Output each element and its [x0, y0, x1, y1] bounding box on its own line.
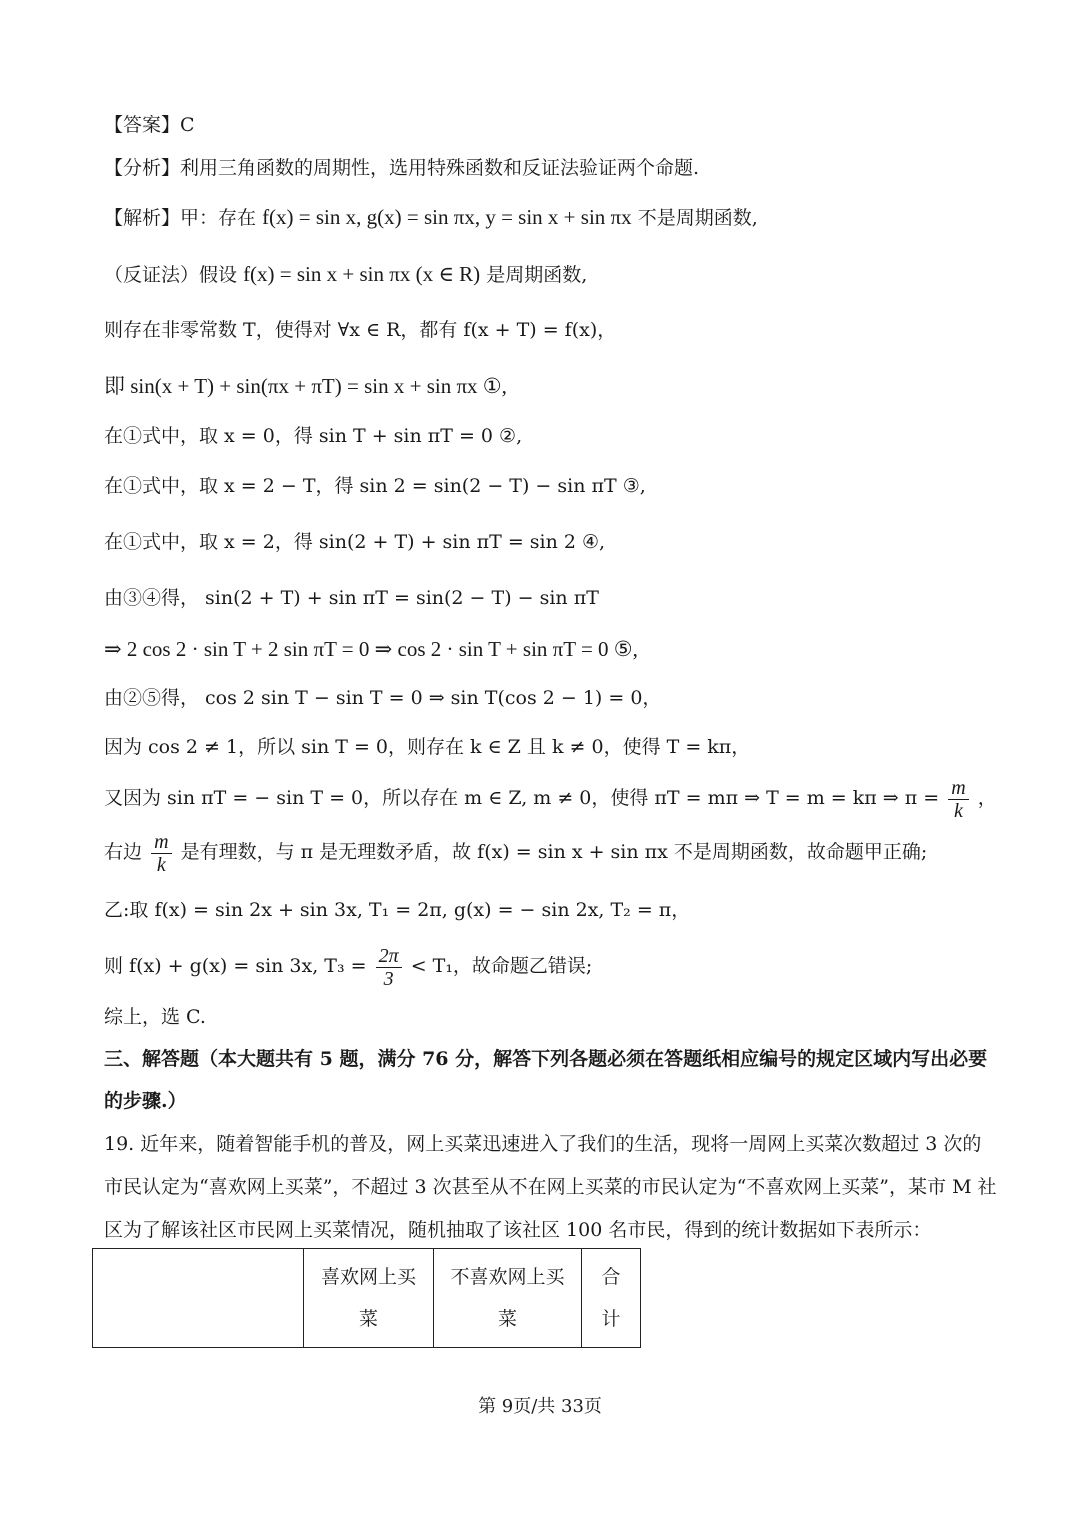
table-header-like — [304, 1249, 434, 1348]
page-footer: 第 9页/共 33页 — [478, 1396, 602, 1417]
question-19-line-2: 市民认定为“喜欢网上买菜”，不超过 3 次甚至从不在网上买菜的市民认定为“不喜欢网上买菜”，某市 M 社 — [104, 1176, 997, 1198]
section-heading-cont: 的步骤.） — [104, 1090, 187, 1112]
math-expression: f(x) = sin x, g(x) = sin πx, y = sin x + sin πx — [262, 205, 632, 229]
fraction-denominator: k — [156, 853, 166, 876]
header-text: 不喜欢网上买 — [450, 1266, 565, 1288]
solution-line-13 — [104, 830, 1000, 876]
solution-line-2 — [104, 262, 1000, 287]
table-header-total — [582, 1249, 641, 1348]
solution-line-16: 综上，选 C. — [104, 1006, 206, 1028]
solution-line-14: 乙:取 f(x) = sin 2x + sin 3x, T₁ = 2π, g(x) = − sin 2x, T₂ = π， — [104, 899, 691, 921]
section-heading: 三、解答题（本大题共有 5 题，满分 76 分，解答下列各题必须在答题纸相应编号的规定区域内写出必要 — [104, 1048, 988, 1070]
solution-line-5: 在①式中，取 x = 0，得 sin T + sin πT = 0 ②, — [104, 425, 523, 447]
solution-line-6: 在①式中，取 x = 2 − T，得 sin 2 = sin(2 − T) − sin πT ③, — [104, 475, 646, 497]
fraction-denominator: k — [954, 799, 963, 822]
solution-line-7: 在①式中，取 x = 2，得 sin(2 + T) + sin πT = sin 2 ④, — [104, 531, 606, 553]
question-19-line-3: 区为了解该社区市民网上买菜情况，随机抽取了该社区 100 名市民，得到的统计数据如下表所示： — [104, 1219, 932, 1241]
solution-line-9: ⇒ 2 cos 2 · sin T + 2 sin πT = 0 ⇒ cos 2 · sin T + sin πT = 0 ⑤, — [104, 637, 638, 661]
solution-line-12 — [104, 776, 1000, 822]
fraction-m-over-k — [948, 777, 968, 822]
statistics-table — [92, 1248, 641, 1348]
table-header-dislike — [434, 1249, 582, 1348]
solution-label: 【解析】甲：存在 — [104, 207, 257, 229]
text-head: 又因为 sin πT = − sin T = 0，所以存在 m ∈ Z, m ≠ 0，使得 πT = mπ ⇒ T = m = kπ ⇒ π = — [104, 787, 940, 809]
solution-line-4: 即 sin(x + T) + sin(πx + πT) = sin x + sin πx ①, — [104, 374, 507, 398]
header-text: 菜 — [497, 1308, 517, 1330]
text-tail: 不是周期函数, — [637, 207, 758, 229]
header-text: 合 — [601, 1266, 621, 1288]
text-tail: 是周期函数, — [486, 264, 588, 286]
header-text: 菜 — [358, 1308, 378, 1330]
fraction-numerator: 2π — [376, 945, 402, 968]
answer-line: 【答案】C — [104, 114, 195, 136]
table-header-row — [93, 1249, 641, 1348]
solution-line-10: 由②⑤得， cos 2 sin T − sin T = 0 ⇒ sin T(cos 2 − 1) = 0， — [104, 687, 662, 709]
question-19-line-1: 19. 近年来，随着智能手机的普及，网上买菜迅速进入了我们的生活，现将一周网上买菜次数超过 3 次的 — [104, 1133, 982, 1155]
table-corner-cell — [93, 1249, 304, 1348]
text-tail: < T₁，故命题乙错误; — [410, 955, 593, 977]
math-expression: f(x) = sin x + sin πx (x ∈ R) — [243, 262, 481, 286]
text-head: （反证法）假设 — [104, 264, 238, 286]
fraction-denominator: 3 — [383, 967, 394, 990]
text-tail: 是有理数，与 π 是无理数矛盾，故 f(x) = sin x + sin πx 不是周期函数，故命题甲正确; — [180, 841, 928, 863]
analysis-line: 【分析】利用三角函数的周期性，选用特殊函数和反证法验证两个命题. — [104, 157, 700, 179]
fraction-2pi-over-3 — [376, 945, 402, 990]
fraction-numerator: m — [948, 777, 968, 800]
solution-line-1 — [104, 205, 1000, 230]
solution-line-3: 则存在非零常数 T，使得对 ∀x ∈ R，都有 f(x + T) = f(x)， — [104, 319, 617, 341]
solution-line-15 — [104, 944, 1000, 990]
text-head: 则 f(x) + g(x) = sin 3x, T₃ = — [104, 955, 367, 977]
text-head: 右边 — [104, 841, 143, 863]
solution-line-11: 因为 cos 2 ≠ 1，所以 sin T = 0，则存在 k ∈ Z 且 k ≠ 0，使得 T = kπ， — [104, 736, 751, 758]
fraction-numerator: m — [151, 831, 171, 854]
fraction-m-over-k — [151, 831, 171, 876]
header-text: 喜欢网上买 — [320, 1266, 416, 1288]
text-tail: ， — [977, 787, 997, 809]
header-text: 计 — [601, 1308, 621, 1330]
solution-line-8: 由③④得， sin(2 + T) + sin πT = sin(2 − T) − sin πT — [104, 587, 599, 609]
